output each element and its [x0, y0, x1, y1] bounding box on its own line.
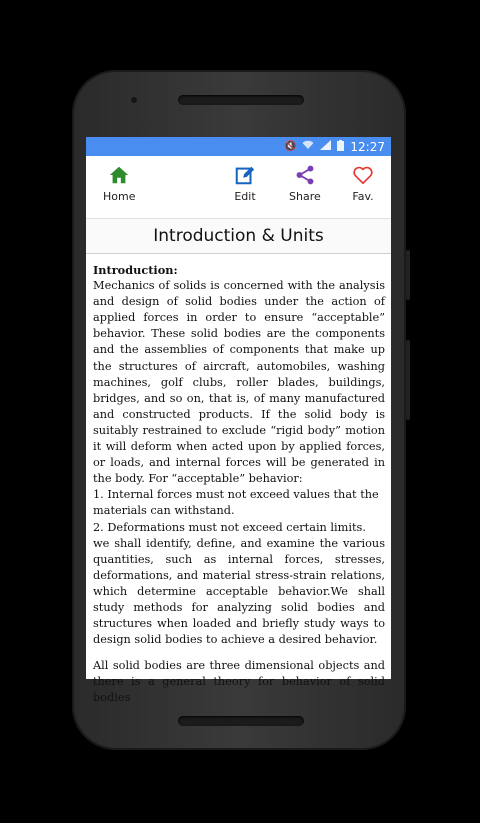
wifi-icon [302, 140, 314, 153]
edit-button[interactable] [234, 164, 256, 203]
share-label: Share [289, 190, 321, 203]
article-body[interactable] [86, 254, 391, 707]
article-paragraph: Mechanics of solids is concerned with the analysis and design of solid bodies under the action of applied forces in order to ensure “acceptable” behavior. These solid bodies are the components and the assemblies of components that make up the structures of aircraft, automobiles, washing machines, golf clubs, roller blades, buildings, bridges, and so on, that is, of many manufactured and constructed products. If the solid body is suitably restrained to exclude “rigid body” motion it will deform when acted upon by applied forces, or loads, and internal forces will be generated in the body. For “acceptable” behavior: [93, 279, 385, 486]
heart-icon [352, 164, 374, 186]
status-time: 12:27 [350, 139, 385, 154]
top-speaker [178, 95, 304, 105]
mute-icon: 🔇 [283, 141, 297, 152]
page-title: Introduction & Units [86, 219, 391, 254]
article-list-item: 1. Internal forces must not exceed values that the materials can withstand. [93, 488, 379, 518]
screen [86, 137, 391, 705]
home-label: Home [103, 190, 136, 203]
volume-button[interactable] [406, 340, 410, 420]
edit-label: Edit [234, 190, 256, 203]
home-icon [108, 164, 130, 186]
bottom-speaker [178, 716, 304, 726]
article-paragraph: All solid bodies are three dimensional objects and there is a general theory for behavior of solid bodies [93, 659, 385, 705]
edit-icon [234, 164, 256, 186]
power-button[interactable] [406, 250, 410, 300]
front-camera [131, 97, 137, 103]
battery-icon [337, 140, 344, 154]
status-bar [86, 137, 391, 156]
fav-label: Fav. [352, 190, 374, 203]
share-button[interactable] [289, 164, 321, 203]
signal-icon [320, 140, 331, 153]
fav-button[interactable] [352, 164, 374, 203]
article-paragraph: we shall identify, define, and examine the various quantities, such as internal forces, stresses, deformations, and material stress-strain relations, which determine acceptable behavior.We shall study methods for analyzing solid bodies and structures when loaded and briefly study ways to design solid bodies to achieve a desired behavior. [93, 536, 385, 647]
toolbar [86, 156, 391, 219]
share-icon [294, 164, 316, 186]
article-heading: Introduction: [93, 263, 178, 277]
home-button[interactable] [103, 164, 135, 203]
article-list-item: 2. Deformations must not exceed certain limits. [93, 520, 366, 534]
